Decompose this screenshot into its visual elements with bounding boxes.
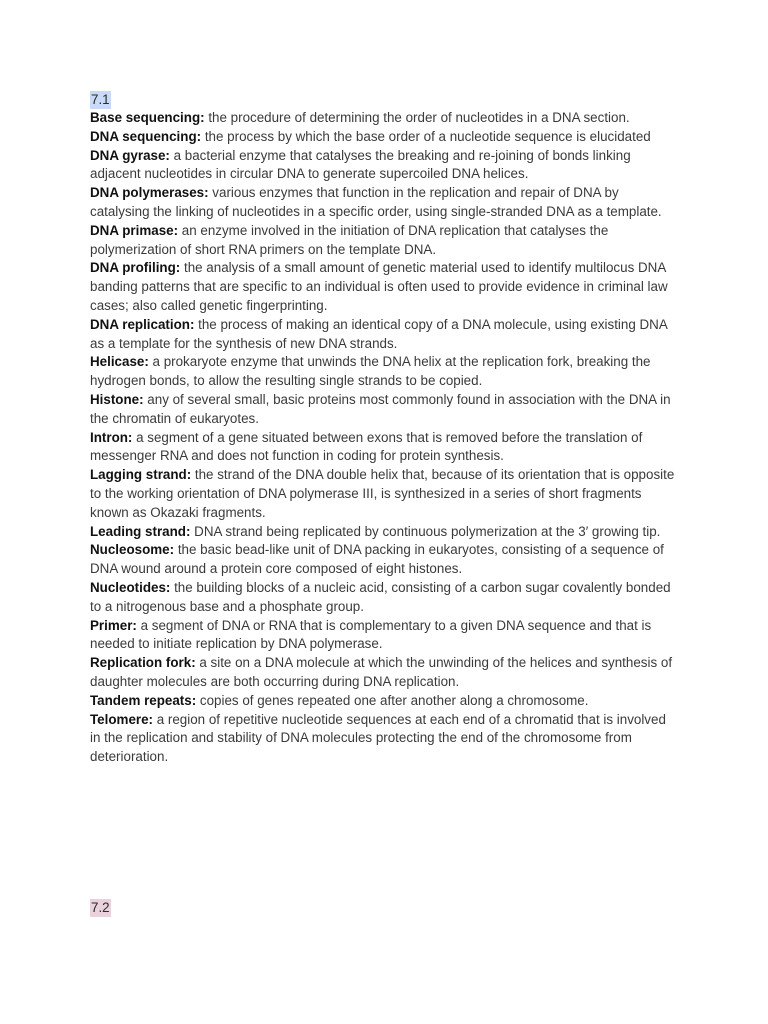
glossary-term: DNA sequencing: xyxy=(90,128,202,144)
glossary-definition: the process by which the base order of a nucleotide sequence is elucidated xyxy=(201,128,651,144)
glossary-definition: a region of repetitive nucleotide sequences at each end of a chromatid that is involved in the replication and stability of DNA molecules protecting the end of the chromosome from deterioration. xyxy=(90,711,666,765)
glossary-definition: any of several small, basic proteins most commonly found in association with the DNA in the chromatin of eukaryotes. xyxy=(90,391,671,426)
section-heading-7-1: 7.1 xyxy=(91,92,110,107)
glossary-definition: the procedure of determining the order of nucleotides in a DNA section. xyxy=(204,110,630,125)
glossary-definition: an enzyme involved in the initiation of DNA replication that catalyses the polymerization of short RNA primers on the template DNA. xyxy=(90,222,609,257)
glossary-definition: the strand of the DNA double helix that, because of its orientation that is opposite to the working orientation of DNA polymerase III, is synthesized in a series of short fragments known as Okazaki fragments. xyxy=(90,467,675,520)
glossary-term: Tandem repeats: xyxy=(90,692,197,708)
glossary-entry xyxy=(90,466,680,522)
glossary-entry xyxy=(90,617,680,655)
glossary-entry xyxy=(90,711,680,767)
glossary-definition: copies of genes repeated one after another along a chromosome. xyxy=(196,692,589,708)
glossary-entry xyxy=(90,429,680,467)
glossary-entry xyxy=(90,222,680,260)
glossary-definition: a prokaryote enzyme that unwinds the DNA helix at the replication fork, breaking the hydrogen bonds, to allow the resulting single strands to be copied. xyxy=(90,354,651,389)
glossary-term: Nucleotides: xyxy=(90,579,171,595)
glossary-term: Histone: xyxy=(90,391,144,407)
glossary-term: Helicase: xyxy=(90,354,149,370)
glossary-entry xyxy=(90,353,680,391)
glossary-entry xyxy=(90,692,680,711)
glossary-term: Intron: xyxy=(90,429,133,445)
glossary-entry xyxy=(90,259,680,315)
glossary-term: Nucleosome: xyxy=(90,542,175,558)
glossary-definition: the process of making an identical copy of a DNA molecule, using existing DNA as a template for the synthesis of new DNA strands. xyxy=(90,316,668,351)
glossary-entry xyxy=(90,579,680,617)
glossary-entry xyxy=(90,523,680,542)
section-heading-7-2: 7.2 xyxy=(91,900,110,915)
section-7-2 xyxy=(90,899,111,917)
section-7-1 xyxy=(90,91,680,767)
glossary-entry xyxy=(90,654,680,692)
glossary-definition: the building blocks of a nucleic acid, consisting of a carbon sugar covalently bonded to a nitrogenous base and a phosphate group. xyxy=(90,579,671,614)
glossary-term: DNA replication: xyxy=(90,316,195,332)
glossary-entry xyxy=(90,147,680,185)
glossary-term: Base sequencing: xyxy=(90,110,205,125)
glossary-definition: various enzymes that function in the replication and repair of DNA by catalysing the linking of nucleotides in a specific order, using single-stranded DNA as a template. xyxy=(90,185,662,219)
glossary-term: Primer: xyxy=(90,617,137,633)
glossary-definition: a segment of a gene situated between exons that is removed before the translation of messenger RNA and does not function in coding for protein synthesis. xyxy=(90,429,643,464)
glossary-entry xyxy=(90,541,680,579)
glossary-entry xyxy=(90,128,680,147)
glossary-term: Telomere: xyxy=(90,711,154,727)
glossary-term: DNA polymerases: xyxy=(90,185,209,201)
glossary-entry xyxy=(90,184,680,222)
document-body xyxy=(90,91,680,767)
glossary-term: DNA profiling: xyxy=(90,260,181,276)
glossary-entry xyxy=(90,109,680,128)
glossary-term: DNA primase: xyxy=(90,222,179,238)
glossary-term: Leading strand: xyxy=(90,523,191,539)
glossary-list xyxy=(90,109,680,767)
glossary-definition: DNA strand being replicated by continuous polymerization at the 3′ growing tip. xyxy=(190,523,661,539)
glossary-entry xyxy=(90,316,680,354)
glossary-definition: a site on a DNA molecule at which the unwinding of the helices and synthesis of daughter molecules are both occurring during DNA replication. xyxy=(90,655,673,689)
glossary-definition: a segment of DNA or RNA that is complementary to a given DNA sequence and that is needed to initiate replication by DNA polymerase. xyxy=(90,617,652,652)
glossary-definition: the basic bead-like unit of DNA packing in eukaryotes, consisting of a sequence of DNA wound around a protein core composed of eight histones. xyxy=(90,542,664,577)
glossary-definition: a bacterial enzyme that catalyses the breaking and re-joining of bonds linking adjacent nucleotides in circular DNA to generate supercoiled DNA helices. xyxy=(90,147,631,182)
glossary-term: Lagging strand: xyxy=(90,467,192,483)
glossary-term: Replication fork: xyxy=(90,655,196,671)
glossary-term: DNA gyrase: xyxy=(90,147,170,163)
glossary-entry xyxy=(90,391,680,429)
glossary-definition: the analysis of a small amount of genetic material used to identify multilocus DNA banding patterns that are specific to an individual is often used to provide evidence in criminal law cases; also called genetic fingerprinting. xyxy=(90,260,668,313)
